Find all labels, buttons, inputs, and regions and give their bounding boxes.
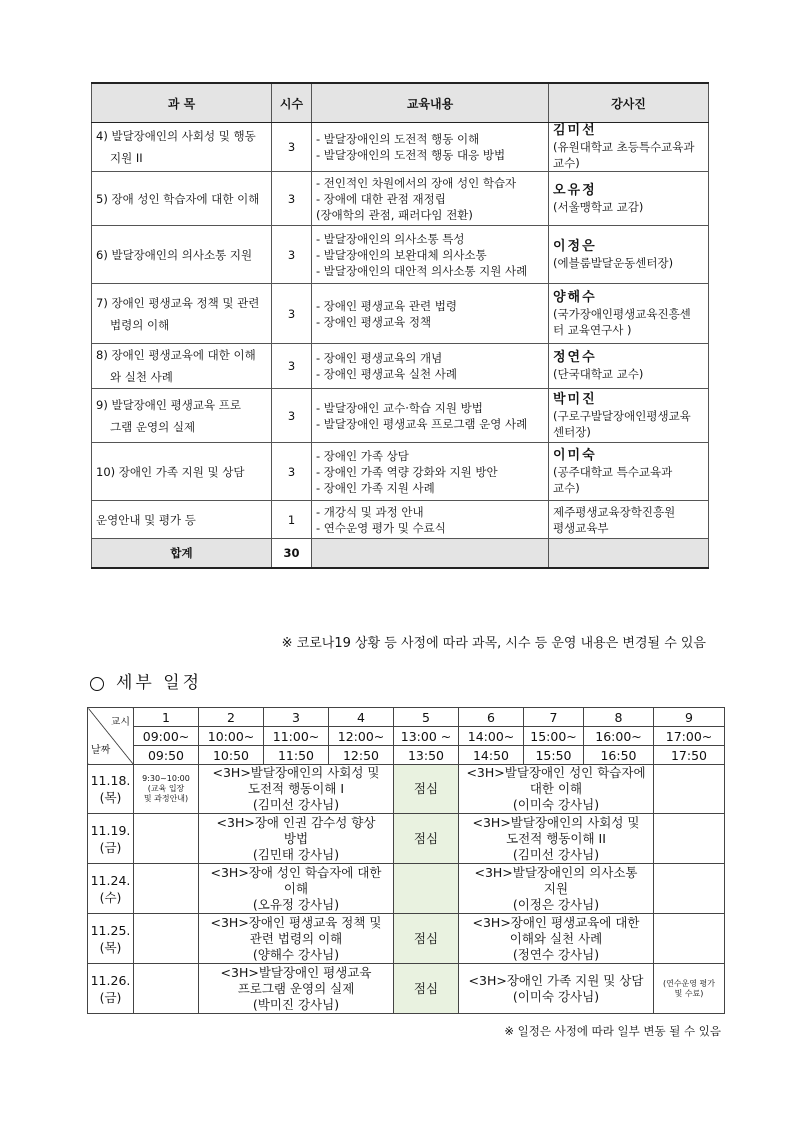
instructor-info: (국가장애인평생교육진흥센	[553, 306, 691, 321]
content-line: - 장애인 가족 지원 사례	[316, 480, 435, 495]
time-start: 09:00~	[134, 727, 199, 746]
morning-session	[199, 964, 394, 1014]
header-subject: 과 목	[92, 83, 272, 123]
date-line: 11.26.	[90, 972, 131, 988]
instructor-info: (서울맹학교 교감)	[553, 199, 644, 214]
course-row	[92, 172, 709, 226]
time-end: 12:50	[329, 746, 394, 765]
content-line: - 장애에 대한 관점 재정립	[316, 191, 446, 206]
time-start: 11:00~	[264, 727, 329, 746]
course-hours: 1	[272, 501, 312, 539]
course-row	[92, 501, 709, 539]
course-subject	[92, 226, 272, 284]
instructor-info: 교수)	[553, 156, 580, 170]
course-content	[312, 389, 549, 443]
course-instructor	[549, 344, 709, 389]
schedule-row	[88, 914, 725, 964]
course-content	[312, 226, 549, 284]
date-line: 11.25.	[90, 922, 131, 938]
period-header: 1	[134, 708, 199, 727]
lunch-cell: 점심	[394, 914, 459, 964]
content-line: - 발달장애인의 도전적 행동 이해	[316, 132, 480, 146]
period1-line: 9:30~10:00	[142, 774, 190, 783]
session-line: 도전적 행동이해 I	[247, 781, 345, 796]
afternoon-session	[459, 814, 654, 864]
course-instructor	[549, 443, 709, 501]
content-line: - 연수운영 평가 및 수료식	[316, 520, 446, 535]
session-line: (김민태 강사님)	[252, 846, 340, 862]
content-line: - 발달장애인의 도전적 행동 대응 방법	[316, 148, 506, 162]
subject-line: 운영안내 및 평가 등	[96, 512, 196, 527]
session-line: 이해	[283, 880, 309, 896]
morning-session	[199, 814, 394, 864]
course-content	[312, 284, 549, 344]
period9-cell	[654, 914, 725, 964]
time-end: 10:50	[199, 746, 264, 765]
session-line: (박미진 강사님)	[252, 996, 340, 1012]
course-instructor	[549, 123, 709, 172]
course-hours: 3	[272, 389, 312, 443]
session-line: (이정은 강사님)	[512, 896, 600, 912]
period9-cell	[654, 964, 725, 1014]
course-hours: 3	[272, 123, 312, 172]
lunch-cell: 점심	[394, 964, 459, 1014]
session-line: (정연수 강사님)	[512, 946, 600, 962]
date-line: (목)	[99, 790, 122, 805]
instructor-info: (구로구발달장애인평생교육	[553, 408, 691, 423]
afternoon-session	[459, 765, 654, 814]
schedule-date	[88, 864, 134, 914]
subject-line: 와 실천 사례	[110, 370, 173, 384]
time-end: 17:50	[654, 746, 725, 765]
instructor-name: 김미선	[553, 123, 597, 138]
date-line: (수)	[99, 889, 122, 905]
course-subject	[92, 501, 272, 539]
date-line: (금)	[99, 989, 122, 1005]
course-subject	[92, 123, 272, 172]
instructor-info: 터 교육연구사 )	[553, 322, 632, 337]
course-subject	[92, 284, 272, 344]
date-line: 11.18.	[90, 773, 131, 788]
instructor-name: 양해수	[553, 289, 597, 305]
lunch-cell: 점심	[394, 814, 459, 864]
corona-note: ※ 코로나19 상황 등 사정에 따라 과목, 시수 등 운영 내용은 변경될 수 있음	[281, 636, 706, 651]
time-start: 13:00 ~	[394, 727, 459, 746]
schedule-note: ※ 일정은 사정에 따라 일부 변동 될 수 있음	[504, 1024, 721, 1038]
total-content-empty	[312, 539, 549, 569]
content-line: - 장애인 평생교육 관련 법령	[316, 298, 457, 313]
instructor-name: 정연수	[553, 350, 597, 365]
content-line: - 장애인 가족 상담	[316, 448, 409, 463]
content-line: - 발달장애인의 대안적 의사소통 지원 사례	[316, 263, 528, 278]
period-header: 8	[584, 708, 654, 727]
morning-session	[199, 864, 394, 914]
corner-date-label: 날짜	[91, 745, 111, 756]
circle-bullet-icon	[90, 677, 104, 691]
instructor-info: (공주대학교 특수교육과	[553, 464, 673, 479]
session-line: 프로그램 운영의 실제	[237, 980, 355, 996]
session-line: (이미숙 강사님)	[512, 988, 600, 1004]
course-row	[92, 443, 709, 501]
content-line: - 전인적인 차원에서의 장애 성인 학습자	[316, 175, 517, 190]
instructor-info: 교수)	[553, 480, 580, 495]
content-line: - 개강식 및 과정 안내	[316, 504, 424, 519]
course-hours: 3	[272, 344, 312, 389]
course-instructor	[549, 172, 709, 226]
afternoon-session	[459, 914, 654, 964]
course-instructor	[549, 226, 709, 284]
date-line: 11.24.	[90, 872, 131, 888]
session-line: <3H>장애 인권 감수성 향상	[216, 814, 376, 830]
total-label: 합계	[92, 539, 272, 569]
course-content	[312, 443, 549, 501]
course-row	[92, 123, 709, 172]
instructor-name: 이미숙	[553, 447, 597, 463]
time-end: 09:50	[134, 746, 199, 765]
afternoon-session	[459, 964, 654, 1014]
period9-cell	[654, 814, 725, 864]
course-row	[92, 226, 709, 284]
date-line: (목)	[99, 939, 122, 955]
content-line: - 장애인 평생교육 정책	[316, 314, 432, 329]
course-subject	[92, 344, 272, 389]
period-header: 6	[459, 708, 524, 727]
time-start: 17:00~	[654, 727, 725, 746]
course-instructor	[549, 389, 709, 443]
course-content	[312, 123, 549, 172]
subject-line: 7) 장애인 평생교육 정책 및 관련	[96, 295, 260, 310]
session-line: <3H>발달장애인의 사회성 및	[472, 814, 640, 830]
schedule-row	[88, 964, 725, 1014]
subject-line: 지원 II	[110, 151, 143, 165]
lunch-cell: 점심	[394, 765, 459, 814]
period1-line: (교육 입장	[147, 784, 185, 793]
instructor-name: 이정은	[553, 238, 597, 254]
header-hours: 시수	[272, 83, 312, 123]
course-hours: 3	[272, 172, 312, 226]
section-title	[90, 668, 202, 693]
session-line: (김미선 강사님)	[512, 846, 600, 862]
session-line: 지원	[543, 880, 569, 896]
session-line: 방법	[283, 830, 309, 846]
time-start: 15:00~	[524, 727, 584, 746]
content-line: - 발달장애인의 의사소통 특성	[316, 231, 465, 246]
schedule-row	[88, 814, 725, 864]
schedule-date	[88, 914, 134, 964]
total-hours: 30	[272, 539, 312, 569]
time-end: 16:50	[584, 746, 654, 765]
period-header: 7	[524, 708, 584, 727]
course-row	[92, 389, 709, 443]
schedule-row	[88, 765, 725, 814]
session-line: <3H>발달장애인 성인 학습자에	[466, 765, 646, 780]
period1-cell	[134, 765, 199, 814]
content-line: - 장애인 가족 역량 강화와 지원 방안	[316, 464, 498, 479]
session-line: <3H>장애인 평생교육에 대한	[472, 914, 640, 930]
schedule-table	[87, 707, 725, 1014]
period-header: 9	[654, 708, 725, 727]
course-content	[312, 344, 549, 389]
course-subject	[92, 389, 272, 443]
session-line: <3H>장애인 평생교육 정책 및	[210, 914, 382, 930]
subject-line: 법령의 이해	[110, 317, 170, 332]
course-subject	[92, 443, 272, 501]
lunch-cell	[394, 864, 459, 914]
course-content	[312, 501, 549, 539]
time-start: 16:00~	[584, 727, 654, 746]
time-start: 10:00~	[199, 727, 264, 746]
date-line: 11.19.	[90, 822, 131, 838]
course-subject	[92, 172, 272, 226]
instructor-info: 제주평생교육장학진흥원	[553, 504, 676, 519]
course-row	[92, 344, 709, 389]
subject-line: 4) 발달장애인의 사회성 및 행동	[96, 129, 256, 143]
schedule-corner	[88, 708, 134, 765]
content-line: - 발달장애인 평생교육 프로그램 운영 사례	[316, 416, 528, 431]
session-line: <3H>발달장애인의 의사소통	[474, 864, 638, 880]
period1-cell	[134, 864, 199, 914]
schedule-date	[88, 765, 134, 814]
course-content	[312, 172, 549, 226]
morning-session	[199, 765, 394, 814]
instructor-info: 센터장)	[553, 424, 591, 439]
period9-cell	[654, 864, 725, 914]
date-line: (금)	[99, 839, 122, 855]
schedule-date	[88, 964, 134, 1014]
time-start: 14:00~	[459, 727, 524, 746]
period1-cell	[134, 964, 199, 1014]
time-end: 15:50	[524, 746, 584, 765]
subject-line: 8) 장애인 평생교육에 대한 이해	[96, 348, 256, 362]
course-instructor	[549, 284, 709, 344]
content-line: - 발달장애인의 보완대체 의사소통	[316, 247, 487, 262]
instructor-name: 박미진	[553, 391, 597, 407]
instructor-info: 평생교육부	[553, 520, 609, 535]
subject-line: 9) 발달장애인 평생교육 프로	[96, 397, 241, 412]
instructor-name: 오유정	[553, 182, 597, 198]
course-instructor	[549, 501, 709, 539]
period9-line: 및 수료)	[674, 988, 704, 998]
course-table-header	[92, 83, 709, 123]
session-line: <3H>장애 성인 학습자에 대한	[210, 864, 382, 880]
instructor-info: (단국대학교 교수)	[553, 367, 644, 381]
period-header: 3	[264, 708, 329, 727]
header-instructor: 강사진	[549, 83, 709, 123]
subject-line: 10) 장애인 가족 지원 및 상담	[96, 464, 245, 479]
header-content: 교육내용	[312, 83, 549, 123]
session-line: (양해수 강사님)	[252, 946, 340, 962]
session-line: 관련 법령의 이해	[249, 930, 343, 946]
schedule-row	[88, 864, 725, 914]
session-line: (이미숙 강사님)	[512, 797, 600, 812]
instructor-info: (유원대학교 초등특수교육과	[553, 140, 695, 154]
period-header: 4	[329, 708, 394, 727]
content-line: - 장애인 평생교육 실천 사례	[316, 367, 457, 381]
content-line: - 발달장애인 교수·학습 지원 방법	[316, 400, 483, 415]
session-line: <3H>장애인 가족 지원 및 상담	[468, 972, 644, 988]
period1-line: 및 과정안내)	[143, 794, 189, 803]
content-line: (장애학의 관점, 패러다임 전환)	[316, 207, 473, 222]
time-end: 13:50	[394, 746, 459, 765]
session-line: 대한 이해	[529, 781, 583, 796]
content-line: - 장애인 평생교육의 개념	[316, 351, 443, 365]
period9-cell	[654, 765, 725, 814]
schedule-date	[88, 814, 134, 864]
session-line: <3H>발달장애인의 사회성 및	[212, 765, 380, 780]
session-line: (김미선 강사님)	[252, 797, 340, 812]
subject-line: 5) 장애 성인 학습자에 대한 이해	[96, 191, 260, 206]
morning-session	[199, 914, 394, 964]
period9-line: (연수운영 평가	[662, 978, 716, 988]
period1-cell	[134, 914, 199, 964]
corner-period-label: 교시	[110, 717, 130, 728]
subject-line: 그램 운영의 실제	[110, 419, 196, 434]
course-row	[92, 284, 709, 344]
total-row	[92, 539, 709, 569]
section-title-text: 세부 일정	[116, 673, 203, 693]
period-header: 2	[199, 708, 264, 727]
instructor-info: (에블룸발달운동센터장)	[553, 255, 674, 270]
session-line: (오유정 강사님)	[252, 896, 340, 912]
time-end: 11:50	[264, 746, 329, 765]
course-hours: 3	[272, 443, 312, 501]
time-end: 14:50	[459, 746, 524, 765]
subject-line: 6) 발달장애인의 의사소통 지원	[96, 247, 253, 262]
session-line: 이해와 실천 사례	[509, 930, 603, 946]
course-hours: 3	[272, 226, 312, 284]
time-start: 12:00~	[329, 727, 394, 746]
course-hours: 3	[272, 284, 312, 344]
period-header: 5	[394, 708, 459, 727]
course-table	[91, 82, 709, 569]
session-line: <3H>발달장애인 평생교육	[220, 964, 372, 980]
session-line: 도전적 행동이해 II	[506, 830, 606, 846]
period1-cell	[134, 814, 199, 864]
total-instructor-empty	[549, 539, 709, 569]
afternoon-session	[459, 864, 654, 914]
